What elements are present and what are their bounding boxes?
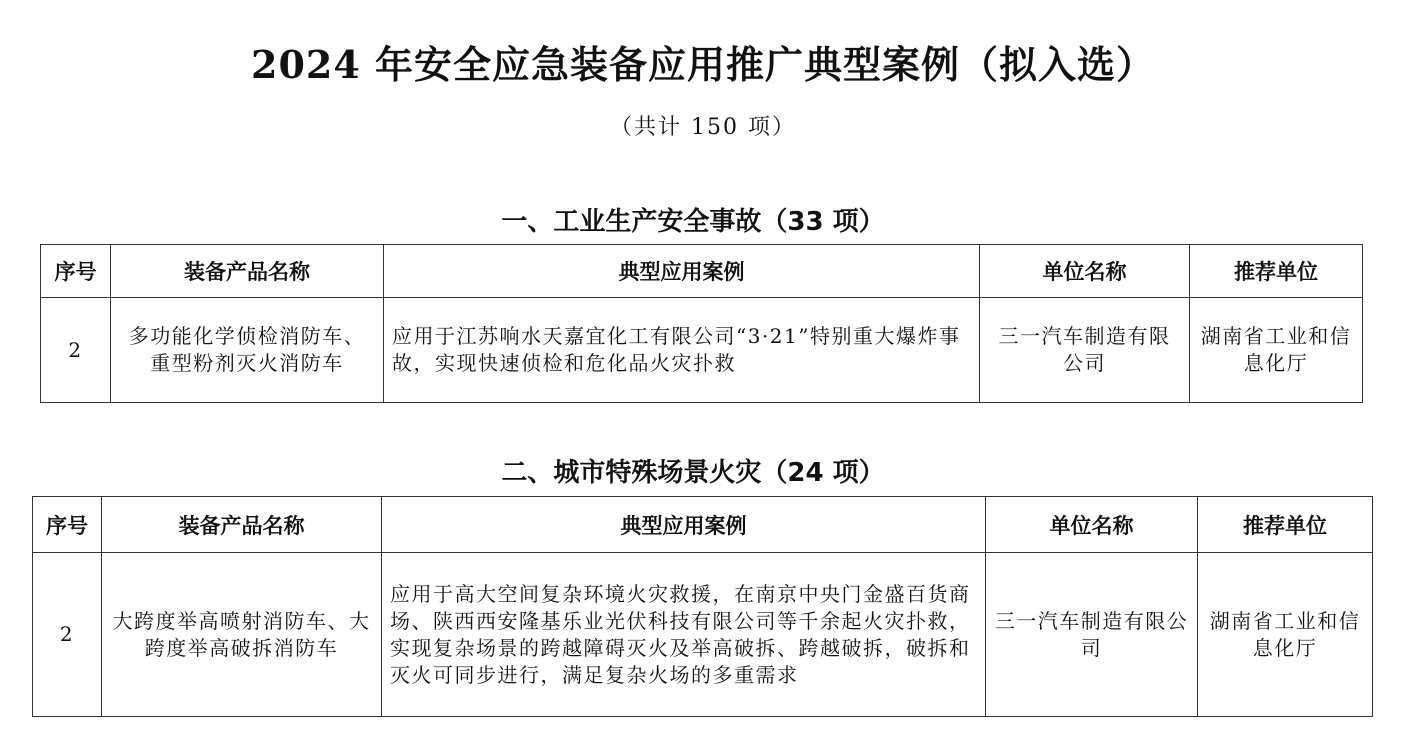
cell-index: 2 [41, 298, 111, 403]
header-recommender: 推荐单位 [1190, 245, 1363, 298]
cell-typical-case: 应用于高大空间复杂环境火灾救援，在南京中央门金盛百货商场、陕西西安隆基乐业光伏科技有限公司等千余起火灾扑救，实现复杂场景的跨越障碍灭火及举高破拆、跨越破拆，破拆和灭火可同步进行，满足复杂火场的多重需求 [382, 553, 986, 717]
header-company-name: 单位名称 [986, 497, 1198, 553]
header-typical-case: 典型应用案例 [382, 497, 986, 553]
document-subtitle: （共计 150 项） [610, 115, 796, 140]
cell-company-name: 三一汽车制造有限公司 [980, 298, 1190, 403]
section-title-industrial-accidents: 一、工业生产安全事故（33 项） [501, 207, 885, 237]
header-company-name: 单位名称 [980, 245, 1190, 298]
cell-index: 2 [33, 553, 102, 717]
header-product-name: 装备产品名称 [111, 245, 384, 298]
table-header-row [33, 497, 1373, 553]
cell-recommender: 湖南省工业和信息化厅 [1198, 553, 1373, 717]
table-header-row [41, 245, 1363, 298]
header-index: 序号 [41, 245, 111, 298]
header-recommender: 推荐单位 [1198, 497, 1373, 553]
table-urban-fires [32, 496, 1373, 717]
section-title-urban-fires: 二、城市特殊场景火灾（24 项） [501, 458, 885, 488]
table-industrial-accidents [40, 244, 1363, 403]
cell-company-name: 三一汽车制造有限公司 [986, 553, 1198, 717]
document-title: 2024 年安全应急装备应用推广典型案例（拟入选） [251, 42, 1155, 87]
cell-typical-case: 应用于江苏响水天嘉宜化工有限公司“3·21”特别重大爆炸事故，实现快速侦检和危化品火灾扑救 [384, 298, 980, 403]
header-index: 序号 [33, 497, 102, 553]
cell-recommender: 湖南省工业和信息化厅 [1190, 298, 1363, 403]
table-row [41, 298, 1363, 403]
cell-product-name: 多功能化学侦检消防车、重型粉剂灭火消防车 [111, 298, 384, 403]
cell-product-name: 大跨度举高喷射消防车、大跨度举高破拆消防车 [102, 553, 382, 717]
header-typical-case: 典型应用案例 [384, 245, 980, 298]
header-product-name: 装备产品名称 [102, 497, 382, 553]
table-row [33, 553, 1373, 717]
